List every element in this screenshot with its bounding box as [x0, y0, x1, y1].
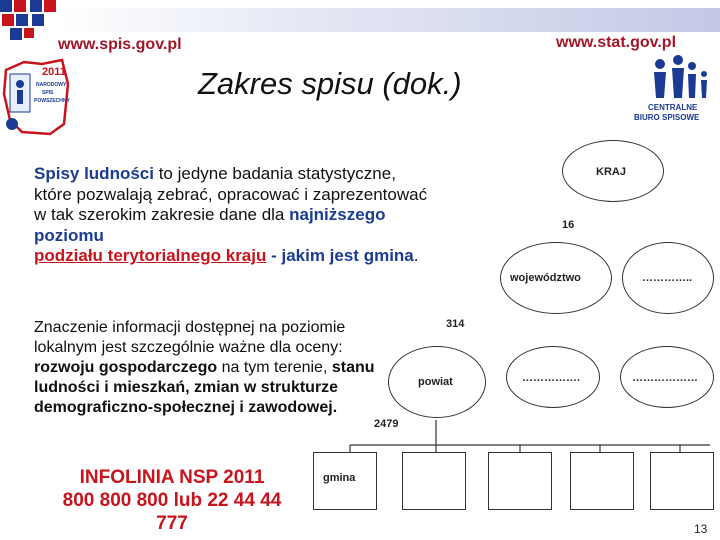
- stat-url-link[interactable]: www.stat.gov.pl: [556, 34, 677, 51]
- logo-line3: POWSZECHNY: [34, 98, 70, 104]
- population-state-text: stanu ludności i mieszkań, zmian w strukturze demograficzno-społecznej i zawodowej.: [34, 359, 375, 416]
- page-title: Zakres spisu (dok.): [198, 66, 462, 101]
- cbs-logo-line1: CENTRALNE: [648, 103, 698, 112]
- spis-url-link[interactable]: www.spis.gov.pl: [58, 36, 182, 53]
- gmina-box-5: [650, 452, 714, 510]
- powiat-label: powiat: [418, 376, 453, 388]
- intro-text: to jedyne badania statystyczne, które pozwalają zebrać, opracować i zaprezentować w tak szerokim zakresie dane dla: [34, 164, 428, 224]
- area-text: na tym terenie,: [217, 359, 332, 376]
- powiat-dots-2: …………….: [522, 372, 581, 384]
- gmina-count: 2479: [374, 418, 399, 430]
- spisy-ludnosci-text: Spisy ludności: [34, 164, 154, 183]
- importance-text: Znaczenie informacji dostępnej na poziomie lokalnym jest szczególnie ważne dla oceny:: [34, 319, 346, 356]
- county-count: 314: [446, 318, 465, 330]
- voivodeship-count: 16: [562, 219, 575, 231]
- gmina-box-2: [402, 452, 466, 510]
- infolinia-numbers: 800 800 800 lub 22 44 44: [62, 490, 282, 511]
- wojewodztwo-label: województwo: [510, 272, 581, 284]
- kraj-label: KRAJ: [596, 166, 626, 178]
- gmina-box-3: [488, 452, 552, 510]
- logo-year: 2011: [42, 66, 66, 78]
- gmina-box-4: [570, 452, 634, 510]
- logo-line2: SPIS: [42, 90, 54, 96]
- gmina-text: - jakim jest gmina: [266, 246, 414, 265]
- infolinia-number-end: 777: [156, 513, 188, 534]
- logo-line1: NARODOWY: [36, 82, 67, 88]
- page-number: 13: [694, 522, 708, 536]
- infolinia-title: INFOLINIA NSP 2011: [79, 467, 265, 488]
- powiat-dots-3: ………………: [632, 372, 698, 384]
- wojewodztwo-dots: …………..: [642, 272, 693, 284]
- gmina-label: gmina: [323, 472, 356, 484]
- territorial-division-text: podziału terytorialnego kraju: [34, 246, 267, 265]
- lowest-level-text: najniższego poziomu: [34, 205, 386, 245]
- cbs-logo-line2: BIURO SPISOWE: [634, 113, 700, 122]
- economic-development-text: rozwoju gospodarczego: [34, 359, 218, 376]
- period-text: .: [413, 246, 419, 265]
